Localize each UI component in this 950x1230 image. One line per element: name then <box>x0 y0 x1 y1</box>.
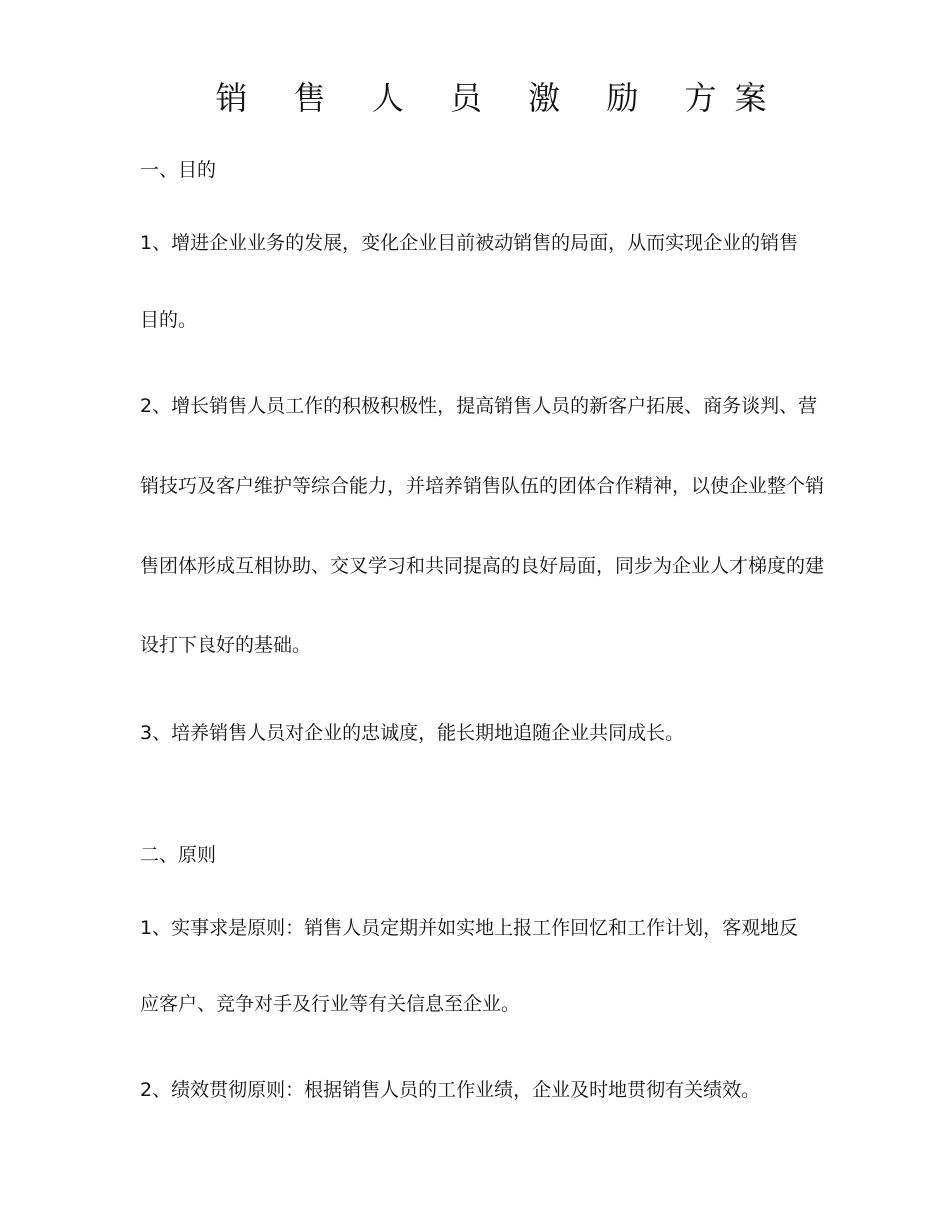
principle-item-2-line-1: 2、绩效贯彻原则：根据销售人员的工作业绩，企业及时地贯彻有关绩效。 <box>140 1079 761 1101</box>
purpose-item-1-line-1: 1、增进企业业务的发展，变化企业目前被动销售的局面，从而实现企业的销售 <box>140 232 799 254</box>
principle-item-1-line-1: 1、实事求是原则：销售人员定期并如实地上报工作回忆和工作计划，客观地反 <box>140 917 799 939</box>
purpose-item-2-line-4: 设打下良好的基础。 <box>140 634 312 656</box>
section-heading-principles: 二、原则 <box>140 844 217 866</box>
purpose-item-2-line-3: 售团体形成互相协助、交叉学习和共同提高的良好局面，同步为企业人才梯度的建 <box>140 555 825 577</box>
purpose-item-3-line-1: 3、培养销售人员对企业的忠诚度，能长期地追随企业共同成长。 <box>140 722 685 744</box>
purpose-item-1-line-2: 目的。 <box>140 309 198 331</box>
purpose-item-2-line-2: 销技巧及客户维护等综合能力，并培养销售队伍的团体合作精神，以使企业整个销 <box>140 475 825 497</box>
purpose-item-2-line-1: 2、增长销售人员工作的积极积极性，提高销售人员的新客户拓展、商务谈判、营 <box>140 395 818 417</box>
document-title: 销 售 人 员 激 励 方案 <box>215 79 785 117</box>
section-heading-purpose: 一、目的 <box>140 159 217 181</box>
principle-item-1-line-2: 应客户、竞争对手及行业等有关信息至企业。 <box>140 993 521 1015</box>
